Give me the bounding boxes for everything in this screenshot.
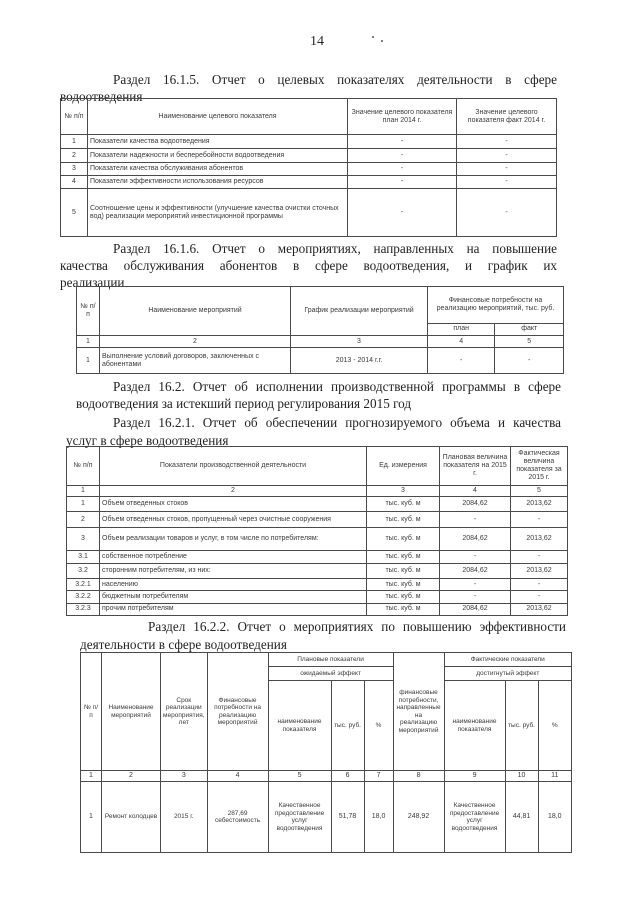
index-cell: 9 (444, 771, 505, 782)
table-row (67, 578, 568, 590)
index-cell: 2 (100, 336, 291, 348)
cell-plan: - (440, 591, 511, 603)
index-cell: 4 (207, 771, 268, 782)
cell-num: 3.2.3 (67, 603, 100, 615)
cell-fact: - (457, 189, 557, 237)
cell-unit: тыс. куб. м (367, 564, 440, 578)
col-header-name: Наименование целевого показателя (88, 99, 348, 135)
col-header-ind-name2: наименование показателя (444, 681, 505, 771)
cell-fact: - (511, 511, 568, 527)
col-header-fact: Значение целевого показателя факт 2014 г. (457, 99, 557, 135)
section-1616-title-cont2: реализации (60, 275, 125, 290)
table-row (61, 189, 557, 237)
col-header-term: Срок реализации мероприятия, лет (161, 653, 208, 771)
cell-num: 2 (67, 511, 100, 527)
index-row (77, 336, 564, 348)
cell-fact: - (457, 149, 557, 163)
col-header-fact: факт (495, 323, 564, 336)
cell-num: 3.2.2 (67, 591, 100, 603)
efficiency-measures-table (80, 652, 572, 853)
index-cell: 3 (161, 771, 208, 782)
cell-name: Показатели эффективности использования ресурсов (88, 176, 348, 189)
cell-num: 3 (61, 163, 88, 176)
index-cell: 5 (511, 486, 568, 497)
section-1615-title-cont: водоотведения (60, 89, 143, 104)
cell-fact: - (495, 348, 564, 374)
index-cell: 4 (440, 486, 511, 497)
cell-fact: 2013,62 (511, 564, 568, 578)
cell-name: собственное потребление (100, 551, 367, 564)
col-header-pct: % (364, 681, 393, 771)
cell-num: 1 (67, 497, 100, 511)
table-row (67, 528, 568, 551)
index-cell: 4 (428, 336, 495, 348)
cell-term: 2015 г. (161, 782, 208, 853)
cell-plan: - (428, 348, 495, 374)
section-1616-title-cont: качества обслуживания абонентов в сфере водоотведения, и график их (60, 258, 557, 273)
col-header-num: № п/п (77, 287, 100, 336)
index-cell: 5 (495, 336, 564, 348)
cell-plan: - (348, 163, 457, 176)
col-header-plan: Плановая величина показателя на 2015 г. (440, 447, 511, 486)
col-header-plan: план (428, 323, 495, 336)
cell-plan: 2084,62 (440, 497, 511, 511)
cell-unit: тыс. куб. м (367, 551, 440, 564)
cell-indicator: Качественное предоставление услуг водоотведения (268, 782, 331, 853)
section-1615-title: Раздел 16.1.5. Отчет о целевых показателях деятельности в сфере (113, 72, 557, 87)
cell-num: 1 (81, 782, 102, 853)
cell-name: Объем реализации товаров и услуг, в том числе по потребителям: (100, 528, 367, 551)
cell-plan: - (348, 189, 457, 237)
index-cell: 7 (364, 771, 393, 782)
cell-unit: тыс. куб. м (367, 603, 440, 615)
cell-plan: - (440, 511, 511, 527)
index-cell: 1 (81, 771, 102, 782)
table-row (67, 564, 568, 578)
col-header-tys: тыс. руб. (331, 681, 364, 771)
cell-name: Показатели качества водоотведения (88, 135, 348, 149)
cell-unit: тыс. куб. м (367, 591, 440, 603)
cell-unit: тыс. куб. м (367, 528, 440, 551)
col-header-fin-actual: финансовые потребности, направленные на реализацию мероприятий (393, 653, 444, 771)
cell-name: сторонним потребителям, из них: (100, 564, 367, 578)
index-cell: 1 (77, 336, 100, 348)
col-header-num: № п/п (61, 99, 88, 135)
cell-num: 3.2 (67, 564, 100, 578)
cell-name: Объем отведенных стоков, пропущенный через очистные сооружения (100, 511, 367, 527)
index-cell: 2 (102, 771, 161, 782)
cell-name: бюджетным потребителям (100, 591, 367, 603)
col-header-num: № п/п (67, 447, 100, 486)
cell-pct2: 18,0 (538, 782, 571, 853)
col-header-unit: Ед. измерения (367, 447, 440, 486)
cell-num: 4 (61, 176, 88, 189)
table-row (67, 551, 568, 564)
cell-tys: 51,78 (331, 782, 364, 853)
col-header-achieved: достигнутый эффект (444, 667, 571, 681)
cell-name: Показатели надежности и бесперебойности водоотведения (88, 149, 348, 163)
index-row (67, 486, 568, 497)
col-header-finance: Финансовые потребности на реализацию мероприятий, тыс. руб. (428, 287, 564, 324)
target-indicators-table (60, 98, 557, 237)
section-1621-title-cont: услуг в сфере водоотведения (66, 433, 229, 448)
table-row (61, 163, 557, 176)
cell-fact: - (511, 591, 568, 603)
section-1616-title: Раздел 16.1.6. Отчет о мероприятиях, направленных на повышение (113, 241, 557, 256)
table-row (77, 348, 564, 374)
table-row (67, 511, 568, 527)
cell-fact: - (457, 176, 557, 189)
cell-pct: 18,0 (364, 782, 393, 853)
cell-num: 5 (61, 189, 88, 237)
cell-plan: - (348, 135, 457, 149)
col-header-name: Показатели производственной деятельности (100, 447, 367, 486)
index-row (81, 771, 572, 782)
cell-tys2: 44,81 (505, 782, 538, 853)
scan-speck (372, 36, 374, 38)
index-cell: 11 (538, 771, 571, 782)
cell-fact: 2013,62 (511, 603, 568, 615)
index-cell: 1 (67, 486, 100, 497)
cell-plan: - (440, 578, 511, 590)
table-row (61, 176, 557, 189)
cell-fin-actual: 248,92 (393, 782, 444, 853)
cell-plan: - (348, 149, 457, 163)
col-header-ind-name: наименование показателя (268, 681, 331, 771)
cell-plan: 2084,62 (440, 564, 511, 578)
scan-speck (381, 40, 383, 42)
section-1622-title: Раздел 16.2.2. Отчет о мероприятиях по повышению эффективности (148, 619, 566, 634)
cell-plan: - (440, 551, 511, 564)
section-1621-title: Раздел 16.2.1. Отчет об обеспечении прогнозируемого объема и качества (113, 415, 561, 430)
col-header-name: Наименование мероприятий (102, 653, 161, 771)
cell-num: 2 (61, 149, 88, 163)
section-1622-title-cont: деятельности в сфере водоотведения (80, 637, 287, 652)
cell-plan: 2084,62 (440, 603, 511, 615)
page-number: 14 (310, 34, 324, 49)
cell-fact: - (457, 135, 557, 149)
cell-name: прочим потребителям (100, 603, 367, 615)
col-header-schedule: График реализации мероприятий (291, 287, 428, 336)
index-cell: 6 (331, 771, 364, 782)
col-header-name: Наименование мероприятий (100, 287, 291, 336)
col-header-expected: ожидаемый эффект (268, 667, 393, 681)
table-row (61, 135, 557, 149)
col-header-pct2: % (538, 681, 571, 771)
col-header-fact: Фактическая величина показателя за 2015 г. (511, 447, 568, 486)
col-header-tys2: тыс. руб. (505, 681, 538, 771)
col-header-num: № п/п (81, 653, 102, 771)
table-row (81, 782, 572, 853)
cell-schedule: 2013 - 2014 г.г. (291, 348, 428, 374)
table-row (61, 149, 557, 163)
index-cell: 3 (291, 336, 428, 348)
col-header-fin-need: Финансовые потребности на реализацию мероприятий (207, 653, 268, 771)
cell-fact: - (511, 551, 568, 564)
col-header-planned: Плановые показатели (268, 653, 393, 667)
cell-num: 3.1 (67, 551, 100, 564)
table-row (67, 603, 568, 615)
cell-fin: 287,69 себестоимость (207, 782, 268, 853)
cell-name: Выполнение условий договоров, заключенных с абонентами (100, 348, 291, 374)
cell-name: Ремонт колодцев (102, 782, 161, 853)
cell-num: 3.2.1 (67, 578, 100, 590)
section-162-title-cont: водоотведения за истекший период регулирования 2015 год (76, 396, 412, 411)
cell-plan: - (348, 176, 457, 189)
cell-fact: - (457, 163, 557, 176)
section-162-title: Раздел 16.2. Отчет об исполнении производственной программы в сфере (113, 379, 561, 394)
cell-name: Соотношение цены и эффективности (улучшение качества очистки сточных вод) реализации мероприятий инвестиционной программы (88, 189, 348, 237)
service-measures-table (76, 286, 564, 374)
col-header-actual: Фактические показатели (444, 653, 571, 667)
cell-fact: 2013,62 (511, 528, 568, 551)
cell-unit: тыс. куб. м (367, 511, 440, 527)
cell-plan: 2084,62 (440, 528, 511, 551)
table-row (67, 497, 568, 511)
cell-fact: - (511, 578, 568, 590)
cell-num: 1 (77, 348, 100, 374)
table-row (67, 591, 568, 603)
cell-name: Показатели качества обслуживания абонентов (88, 163, 348, 176)
index-cell: 5 (268, 771, 331, 782)
col-header-plan: Значение целевого показателя план 2014 г. (348, 99, 457, 135)
index-cell: 10 (505, 771, 538, 782)
cell-num: 1 (61, 135, 88, 149)
cell-unit: тыс. куб. м (367, 497, 440, 511)
cell-indicator2: Качественное предоставление услуг водоотведения (444, 782, 505, 853)
index-cell: 8 (393, 771, 444, 782)
cell-name: Объем отведенных стоков (100, 497, 367, 511)
cell-name: населению (100, 578, 367, 590)
cell-unit: тыс. куб. м (367, 578, 440, 590)
index-cell: 3 (367, 486, 440, 497)
cell-fact: 2013,62 (511, 497, 568, 511)
production-volume-table (66, 446, 568, 616)
index-cell: 2 (100, 486, 367, 497)
cell-num: 3 (67, 528, 100, 551)
